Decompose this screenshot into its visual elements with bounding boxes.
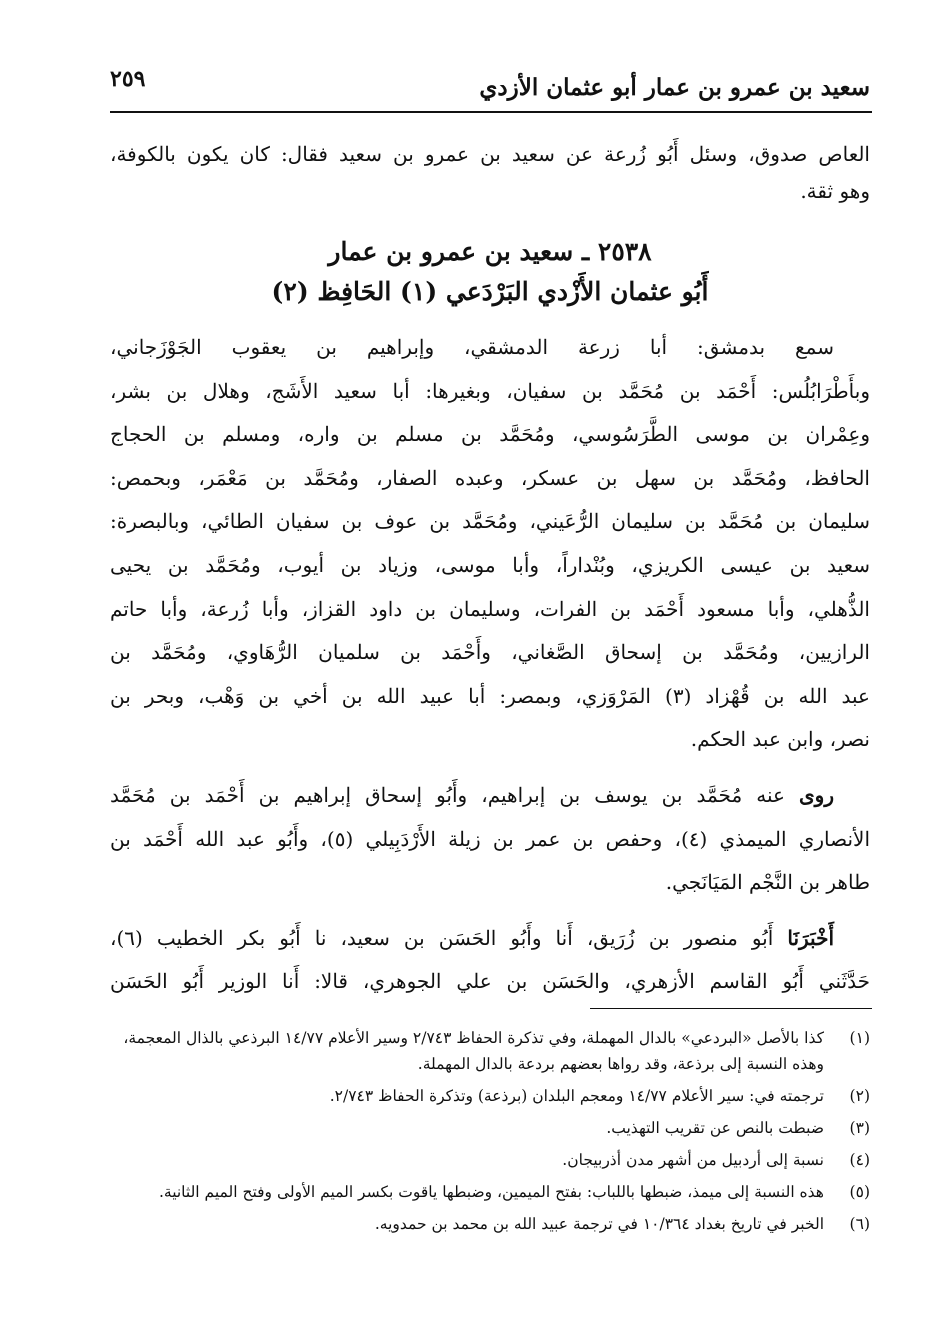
entry-title: ٢٥٣٨ ـ سعيد بن عمرو بن عمار: [328, 237, 652, 266]
bio-line: سليمان بن مُحَمَّد بن سليمان الرُّعَيني، ومُحَمَّد بن عوف بن سفيان الطائي، وبالبصرة:: [110, 509, 870, 534]
footnote-number: (٤): [849, 1151, 870, 1169]
akhbarana-keyword: أَخْبَرَنَا: [787, 925, 834, 950]
paragraph-gap: [110, 905, 870, 917]
footnote: [110, 1147, 870, 1173]
footnotes: [110, 1025, 870, 1237]
rawa-keyword: روى: [799, 782, 834, 807]
akhbarana-line: حَدَّثَني أَبُو القاسم الأزهري، والحَسَن بن علي الجوهري، قالا: أَنا الوزير أَبُو الحَسَن: [110, 969, 870, 994]
footnote-number: (١): [849, 1029, 870, 1047]
header-rule: [110, 111, 872, 113]
page-header: [110, 60, 870, 112]
footnote-rule: [590, 1008, 872, 1009]
footnote: [110, 1211, 870, 1237]
intro-line: العاص صدوق، وسئل أَبُو زُرعة عن سعيد بن عمرو بن سعيد فقال: كان يكون بالكوفة،: [110, 142, 870, 166]
footnote-number: (٢): [849, 1087, 870, 1105]
page-number: ٢٥٩: [110, 66, 146, 92]
entry-subtitle: أَبُو عثمان الأَزْدي البَرْدَعي (١) الحَافِظ (٢): [271, 277, 709, 306]
footnote-text: ترجمته في: سير الأعلام ١٤/٧٧ ومعجم البلدان (برذعة) وتذكرة الحفاظ ٢/٧٤٣.: [329, 1087, 824, 1105]
footnote-text: كذا بالأصل «البردعي» بالدال المهملة، وفي تذكرة الحفاظ ٢/٧٤٣ وسير الأعلام ١٤/٧٧ البرذعي بالذال المعجمة، وهذه النسبة إلى برذعة، وقد رواها بعضهم بردعة بالدال المهملة.: [123, 1029, 824, 1073]
bio-line: عبد الله بن قُهْزاد (٣) المَرْوَزي، وبمصر: أبا عبيد الله بن أخي بن وَهْب، وبحر بن: [110, 683, 870, 708]
akhbarana-line: [110, 917, 870, 961]
bio-line: الذُّهلي، وأبا مسعود أَحْمَد بن الفرات، وسليمان بن داود القزاز، وأبا زُرعة، وأبا حاتم: [110, 596, 870, 621]
bio-line: نصر، وابن عبد الحكم.: [690, 727, 870, 752]
footnote: [110, 1115, 870, 1141]
bio-line: وبأَطْرَابُلُس: أَحْمَد بن مُحَمَّد بن سفيان، وبغيرها: أبا سعيد الأَشَج، وهلال بن بشر،: [110, 378, 870, 403]
biography: [110, 326, 870, 1004]
bio-line: وعِمْران بن موسى الطَّرَسُوسي، ومُحَمَّد بن مسلم بن واره، ومسلم بن الحجاج: [110, 422, 870, 447]
paragraph-gap: [110, 762, 870, 774]
footnote-text: ضبطت بالنص عن تقريب التهذيب.: [606, 1119, 824, 1137]
rawa-line: طاهر بن النَّجْم المَيَانَجي.: [665, 870, 870, 895]
footnote-number: (٥): [849, 1183, 870, 1201]
footnote-text: الخبر في تاريخ بغداد ١٠/٣٦٤ في ترجمة عبيد الله بن محمد بن حمدويه.: [374, 1215, 824, 1233]
footnote-text: هذه النسبة إلى ميمذ، ضبطها باللباب: بفتح الميمين، وضبطها ياقوت بكسر الميم الأولى وفتح الميم الثانية.: [158, 1183, 824, 1201]
bio-line: الرازيين، ومُحَمَّد بن إسحاق الصَّغاني، وأَحْمَد بن سلميان الرُّهَاوي، ومُحَمَّد بن: [110, 640, 870, 665]
bio-line: سمع بدمشق: أبا زرعة الدمشقي، وإبراهيم بن يعقوب الجَوْزَجاني،: [110, 335, 834, 359]
footnote: [110, 1179, 870, 1205]
intro-paragraph: [110, 136, 870, 210]
footnote-number: (٦): [849, 1215, 870, 1233]
rawa-line: [110, 774, 870, 818]
footnote: [110, 1083, 870, 1109]
bio-line: الحافظ، ومُحَمَّد بن سهل بن عسكر، وعبده الصفار، ومُحَمَّد بن مَعْمَر، وبحمص:: [110, 465, 870, 490]
running-title: سعيد بن عمرو بن عمار أبو عثمان الأزدي: [479, 74, 870, 101]
footnote: [110, 1025, 870, 1077]
rawa-line: الأنصاري الميمذي (٤)، وحفص بن عمر بن زيلة الأَرْدَبِيلي (٥)، وأَبُو عبد الله أَحْمَد بن: [110, 826, 870, 851]
entry-heading: [110, 232, 870, 312]
akhbarana-text: أَبُو منصور بن زُرَيق، أَنا وأَبُو الحَسَن بن سعيد، نا أَبُو بكر الخطيب (٦)،: [110, 925, 774, 950]
footnote-text: نسبة إلى أردبيل من أشهر مدن أذربيجان.: [562, 1151, 824, 1169]
rawa-text: عنه مُحَمَّد بن يوسف بن إبراهيم، وأَبُو إسحاق إبراهيم بن أَحْمَد بن مُحَمَّد: [110, 782, 785, 807]
bio-line: سعيد بن عيسى الكريزي، وبُنْداراً، وأبا موسى، وزياد بن أيوب، ومُحَمَّد بن يحيى: [110, 552, 870, 577]
footnote-number: (٣): [849, 1119, 870, 1137]
intro-line: وهو ثقة.: [800, 179, 870, 203]
